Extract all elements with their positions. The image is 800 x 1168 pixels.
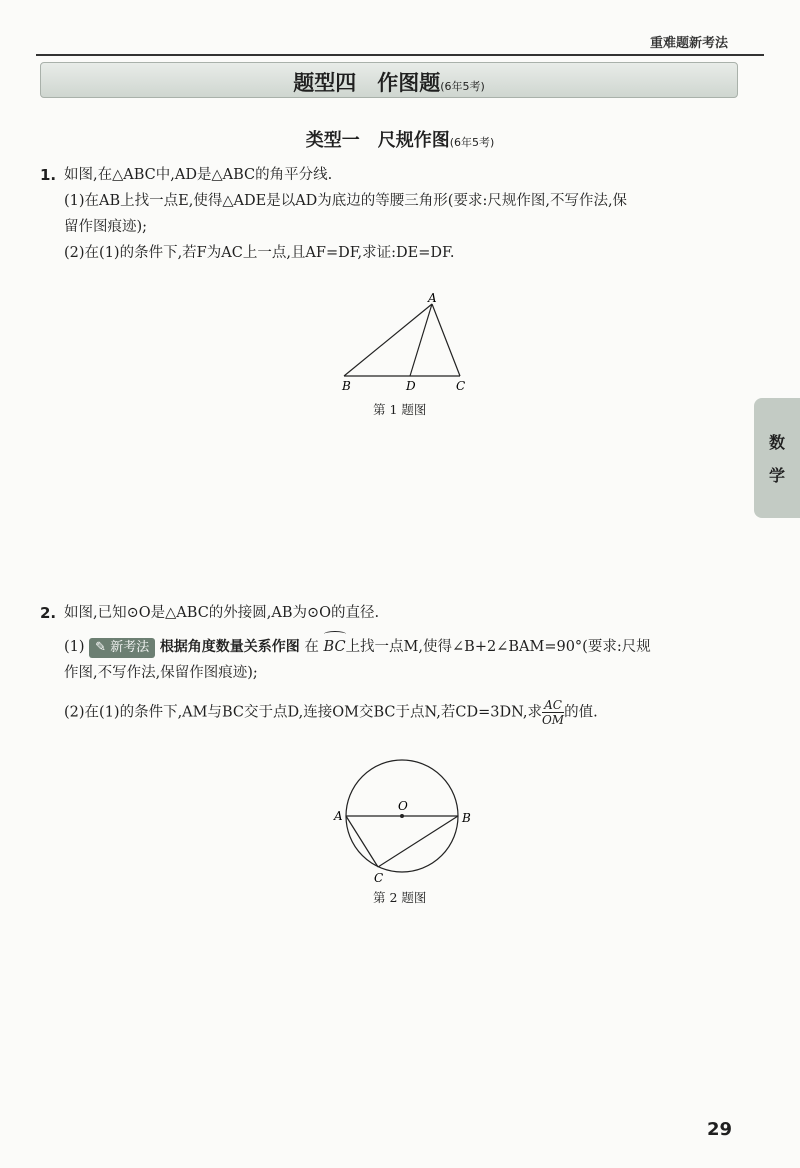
chapter-title-banner: [40, 62, 738, 98]
segment-ab: [344, 304, 432, 376]
label-a: A: [428, 291, 437, 305]
question-1-line-3: 留作图痕迹);: [64, 219, 148, 235]
question-2-line-1: 如图,已知⊙O是△ABC的外接圆,AB为⊙O的直径.: [64, 605, 380, 621]
label-b: B: [342, 379, 351, 393]
label-c: C: [456, 379, 466, 393]
arc-bc: BC: [324, 634, 346, 660]
question-1-line-2: (1)在AB上找一点E,使得△ADE是以AD为底边的等腰三角形(要求:尺规作图,不写作法,保: [64, 193, 628, 209]
label-d: D: [406, 379, 416, 393]
center-point: [400, 814, 404, 818]
question-2-caption: 第 2 题图: [373, 890, 427, 905]
part-2-end: 的值.: [564, 704, 598, 721]
part-1-prefix: (1): [64, 639, 85, 655]
header-category: 重难题新考法: [649, 36, 728, 51]
label-o: O: [398, 799, 408, 813]
page-number: 29: [706, 1119, 732, 1140]
part-2-text: (2)在(1)的条件下,AM与BC交于点D,连接OM交BC于点N,若CD=3DN,求: [64, 704, 542, 721]
question-1-line-1: 如图,在△ABC中,AD是△ABC的角平分线.: [64, 167, 333, 183]
new-method-badge-label: 新考法: [110, 640, 150, 655]
fraction-numerator: AC: [542, 698, 564, 713]
label-c-2: C: [374, 871, 384, 885]
header-divider: [36, 54, 764, 56]
label-b-2: B: [462, 811, 471, 825]
section-title-main: 类型一 尺规作图: [305, 130, 450, 151]
question-2-figure: [330, 758, 480, 888]
fraction-ac-om: [542, 698, 564, 727]
label-a-2: A: [334, 809, 343, 823]
new-method-badge: ✎ 新考法: [89, 638, 155, 658]
question-2-number: 2.: [40, 604, 57, 622]
question-1-line-4: (2)在(1)的条件下,若F为AC上一点,且AF=DF,求证:DE=DF.: [64, 245, 455, 261]
question-1-figure: [330, 290, 480, 400]
question-2-part-1: [64, 634, 651, 660]
segment-ac: [432, 304, 460, 376]
question-2-line-3: 作图,不写作法,保留作图痕迹);: [64, 665, 258, 681]
chapter-title: 题型四 作图题: [293, 71, 441, 95]
segment-ac-2: [346, 816, 378, 867]
side-tab-char-2: 学: [768, 466, 785, 485]
section-title-count: (6年5考): [449, 136, 495, 149]
segment-ad: [410, 304, 432, 376]
question-1-caption: 第 1 题图: [373, 402, 427, 417]
segment-bc-2: [378, 816, 458, 867]
topic-label: 根据角度数量关系作图: [159, 639, 300, 655]
side-tab-char-1: 数: [768, 433, 785, 452]
part-1-in: 在: [304, 639, 319, 655]
part-1-rest: 上找一点M,使得∠B+2∠BAM=90°(要求:尺规: [345, 639, 651, 655]
subject-side-tab: [754, 398, 800, 518]
question-2-part-2: [64, 698, 598, 727]
fraction-denominator: OM: [541, 713, 565, 727]
chapter-title-count: (6年5考): [440, 80, 485, 93]
question-1-number: 1.: [40, 166, 57, 184]
section-title: [0, 126, 800, 152]
